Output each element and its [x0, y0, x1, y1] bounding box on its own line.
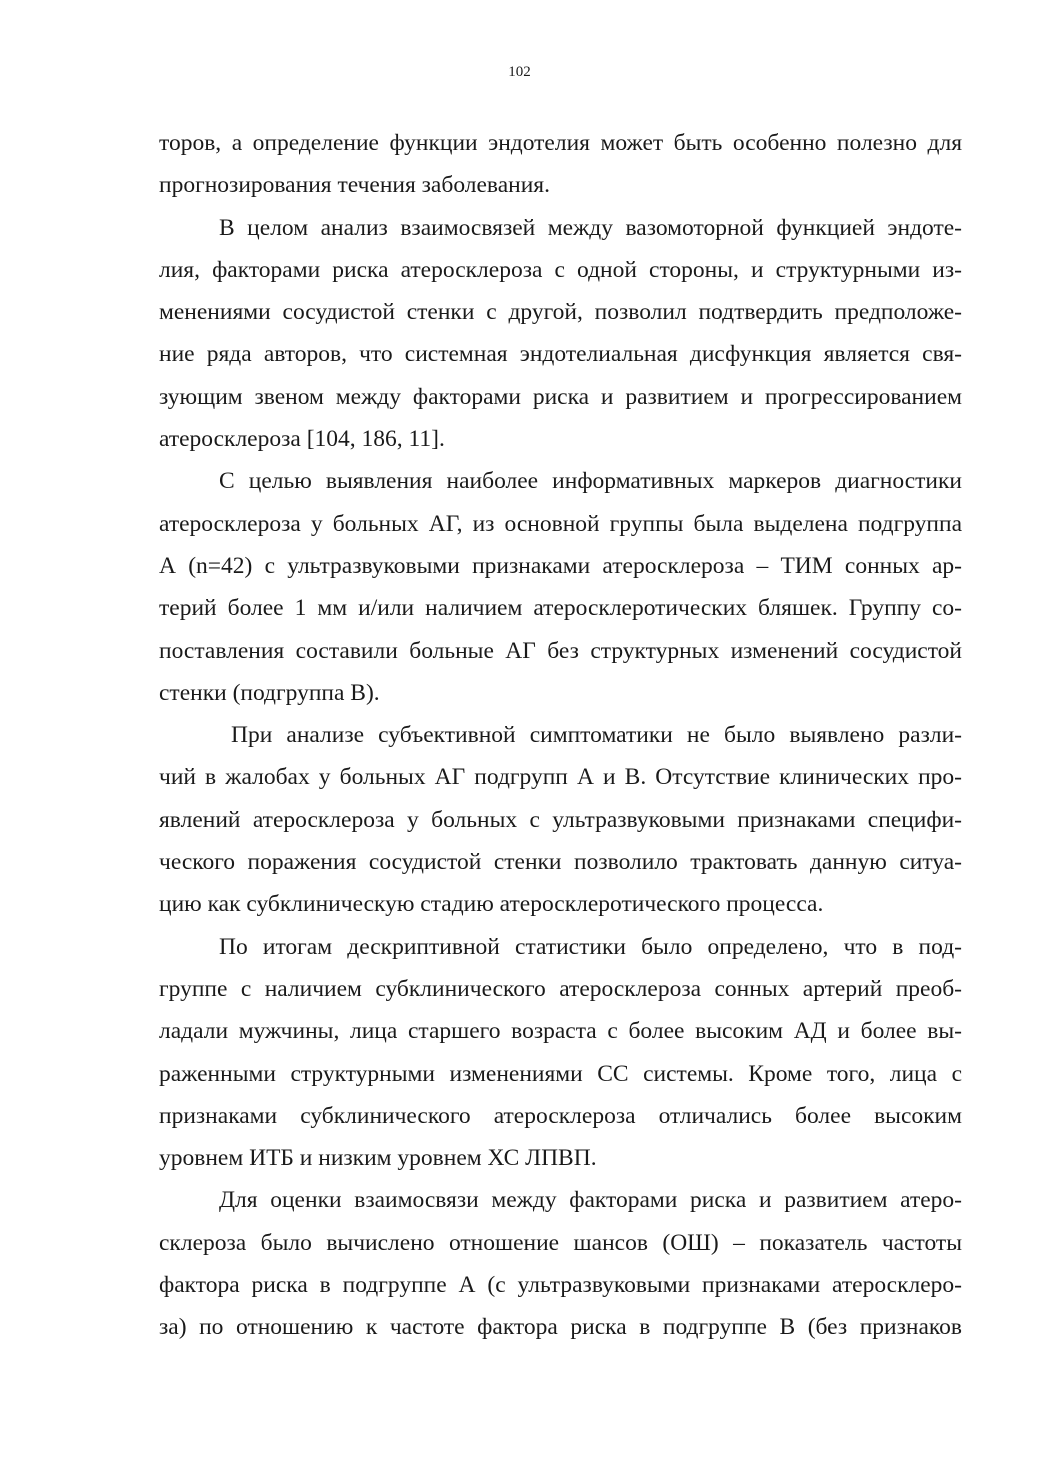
text-line: стенки (подгруппа В). — [159, 679, 380, 706]
text-line: А (n=42) с ультразвуковыми признаками атеросклероза – ТИМ сонных ар- — [159, 552, 962, 579]
text-line: прогнозирования течения заболевания. — [159, 172, 550, 199]
text-line: ние ряда авторов, что системная эндотелиальная дисфункция является свя- — [159, 341, 962, 368]
text-line: Для оценки взаимосвязи между факторами риска и развитием атеро- — [219, 1187, 962, 1214]
text-line: раженными структурными изменениями СС системы. Кроме того, лица с — [159, 1060, 962, 1087]
text-line: атеросклероза [104, 186, 11]. — [159, 426, 445, 453]
text-line: В целом анализ взаимосвязей между вазомоторной функцией эндоте- — [219, 214, 962, 241]
text-line: группе с наличием субклинического атеросклероза сонных артерий преоб- — [159, 975, 962, 1002]
text-line: ладали мужчины, лица старшего возраста с более высоким АД и более вы- — [159, 1018, 962, 1045]
text-line: поставления составили больные АГ без структурных изменений сосудистой — [159, 637, 962, 664]
page-number: 102 — [508, 64, 531, 80]
text-line: чий в жалобах у больных АГ подгрупп А и В. Отсутствие клинических про- — [159, 764, 962, 791]
text-line: зующим звеном между факторами риска и развитием и прогрессированием — [159, 383, 962, 410]
text-line: терий более 1 мм и/или наличием атеросклеротических бляшек. Группу со- — [159, 595, 962, 622]
text-line: лия, факторами риска атеросклероза с одной стороны, и структурными из- — [159, 256, 962, 283]
text-line: С целью выявления наиболее информативных маркеров диагностики — [219, 468, 962, 495]
text-line: фактора риска в подгруппе А (с ультразвуковыми признаками атеросклеро- — [159, 1272, 962, 1299]
text-line: склероза было вычислено отношение шансов (ОШ) – показатель частоты — [159, 1229, 962, 1256]
text-line: атеросклероза у больных АГ, из основной группы была выделена подгруппа — [159, 510, 962, 537]
text-line: менениями сосудистой стенки с другой, позволил подтвердить предположе- — [159, 299, 962, 326]
text-line: При анализе субъективной симптоматики не было выявлено разли- — [231, 722, 962, 749]
text-line: ческого поражения сосудистой стенки позволило трактовать данную ситуа- — [159, 849, 962, 876]
text-line: явлений атеросклероза у больных с ультразвуковыми признаками специфи- — [159, 806, 962, 833]
text-line: за) по отношению к частоте фактора риска в подгруппе В (без признаков — [159, 1314, 962, 1341]
text-line: торов, а определение функции эндотелия может быть особенно полезно для — [159, 130, 962, 156]
text-line: уровнем ИТБ и низким уровнем ХС ЛПВП. — [159, 1145, 597, 1172]
text-line: признаками субклинического атеросклероза отличались более высоким — [159, 1102, 962, 1129]
text-line: цию как субклиническую стадию атеросклеротического процесса. — [159, 891, 824, 918]
body-text — [159, 122, 962, 1349]
text-line: По итогам дескриптивной статистики было определено, что в под- — [219, 933, 962, 960]
